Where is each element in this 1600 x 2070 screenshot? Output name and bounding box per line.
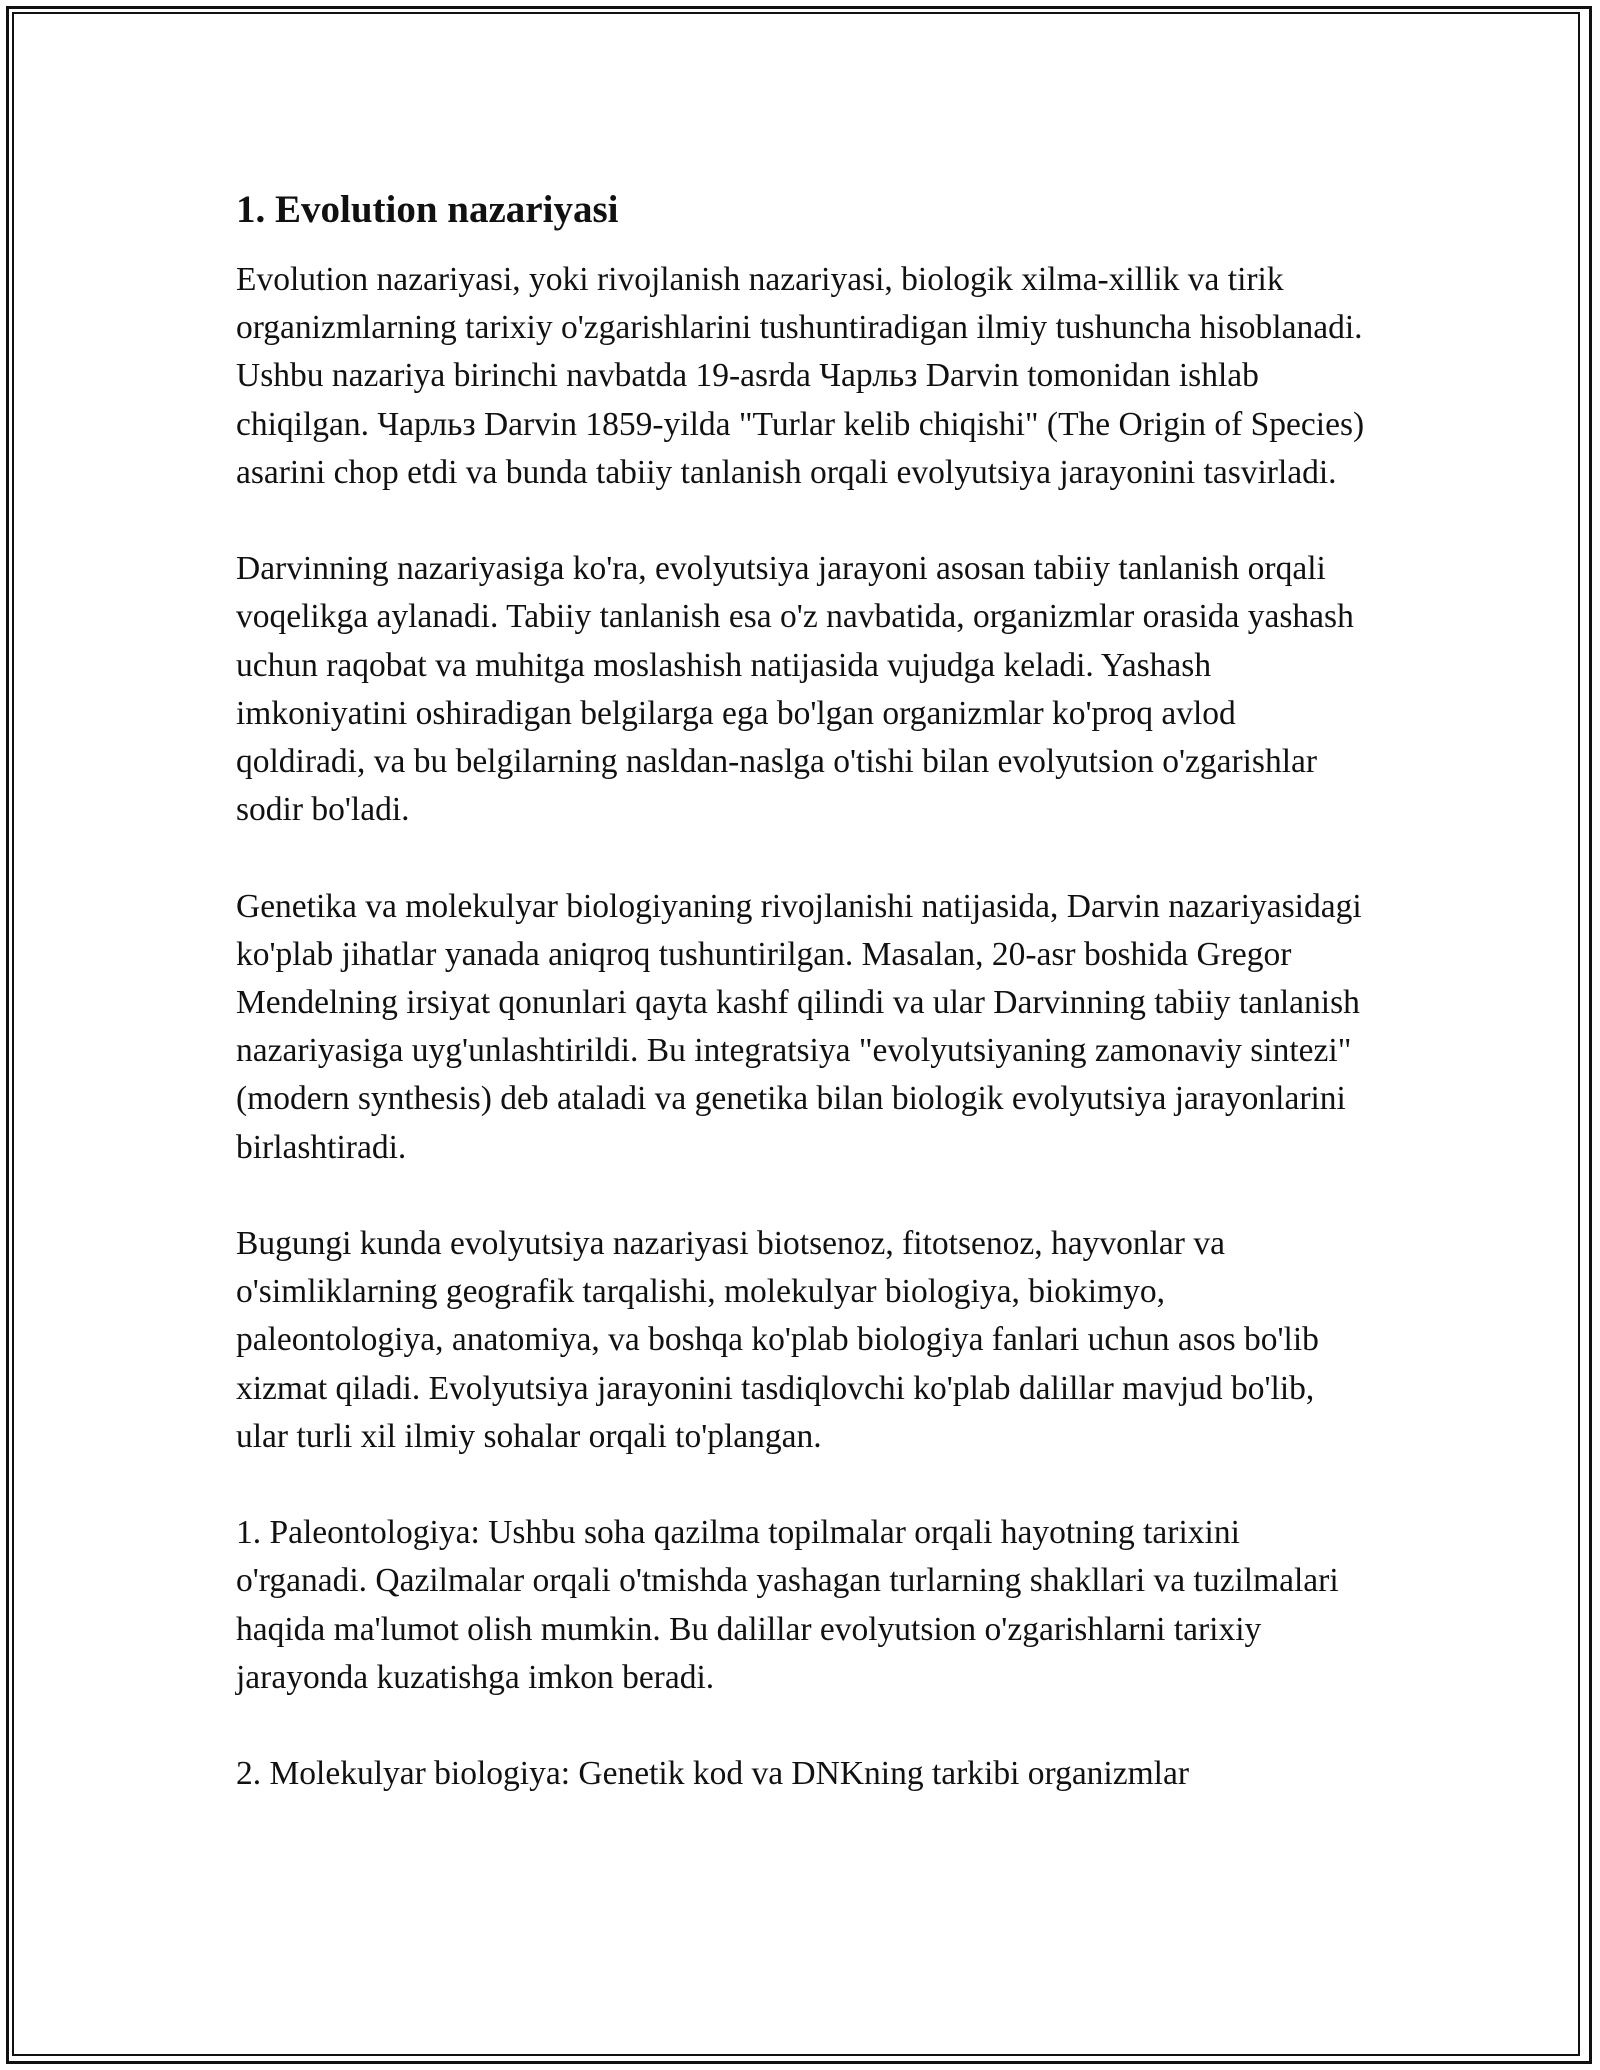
list-item-molecular-biology: 2. Molekulyar biologiya: Genetik kod va DNKning tarkibi organizmlar [236,1755,1189,1793]
section-title: 1. Evolution nazariyasi [236,188,619,231]
paragraph-intro: Evolution nazariyasi, yoki rivojlanish nazariyasi, biologik xilma-xillik va tirik organizmlarning tarixiy o'zgarishlarini tushuntiradigan ilmiy tushuncha hisoblanadi. Ushbu nazariya birinchi navbatda 19-asrda Чарльз Darvin tomonidan ishlab chiqilgan. Чарльз Darvin 1859-yilda "Turlar kelib chiqishi" (The Origin of Species) asarini chop etdi va bunda tabiiy tanlanish orqali evolyutsiya jarayonini tasvirladi. [236,261,1365,491]
paragraph-genetics: Genetika va molekulyar biologiyaning rivojlanishi natijasida, Darvin nazariyasidagi ko'plab jihatlar yanada aniqroq tushuntirilgan. Masalan, 20-asr boshida Gregor Mendelning irsiyat qonunlari qayta kashf qilindi va ular Darvinning tabiiy tanlanish nazariyasiga uyg'unlashtirildi. Bu integratsiya "evolyutsiyaning zamonaviy sintezi" (modern synthesis) deb ataladi va genetika bilan biologik evolyutsiya jarayonlarini birlashtiradi. [236,887,1362,1166]
list-item-paleontology: 1. Paleontologiya: Ushbu soha qazilma topilmalar orqali hayotning tarixini o'rganadi. Qazilmalar orqali o'tmishda yashagan turlarning shakllari va tuzilmalari haqida ma'lumot olish mumkin. Bu dalillar evolyutsion o'zgarishlarni tarixiy jarayonda kuzatishga imkon beradi. [236,1514,1339,1696]
paragraph-modern-applications: Bugungi kunda evolyutsiya nazariyasi biotsenoz, fitotsenoz, hayvonlar va o'simliklarning geografik tarqalishi, molekulyar biologiya, biokimyo, paleontologiya, anatomiya, va boshqa ko'plab biologiya fanlari uchun asos bo'lib xizmat qiladi. Evolyutsiya jarayonini tasdiqlovchi ko'plab dalillar mavjud bo'lib, ular turli xil ilmiy sohalar orqali to'plangan. [236,1225,1319,1455]
document-body [236,186,1366,1847]
paragraph-natural-selection: Darvinning nazariyasiga ko'ra, evolyutsiya jarayoni asosan tabiiy tanlanish orqali voqelikga aylanadi. Tabiiy tanlanish esa o'z navbatida, organizmlar orasida yashash uchun raqobat va muhitga moslashish natijasida vujudga keladi. Yashash imkoniyatini oshiradigan belgilarga ega bo'lgan organizmlar ko'proq avlod qoldiradi, va bu belgilarning nasldan-naslga o'tishi bilan evolyutsion o'zgarishlar sodir bo'ladi. [236,550,1354,829]
